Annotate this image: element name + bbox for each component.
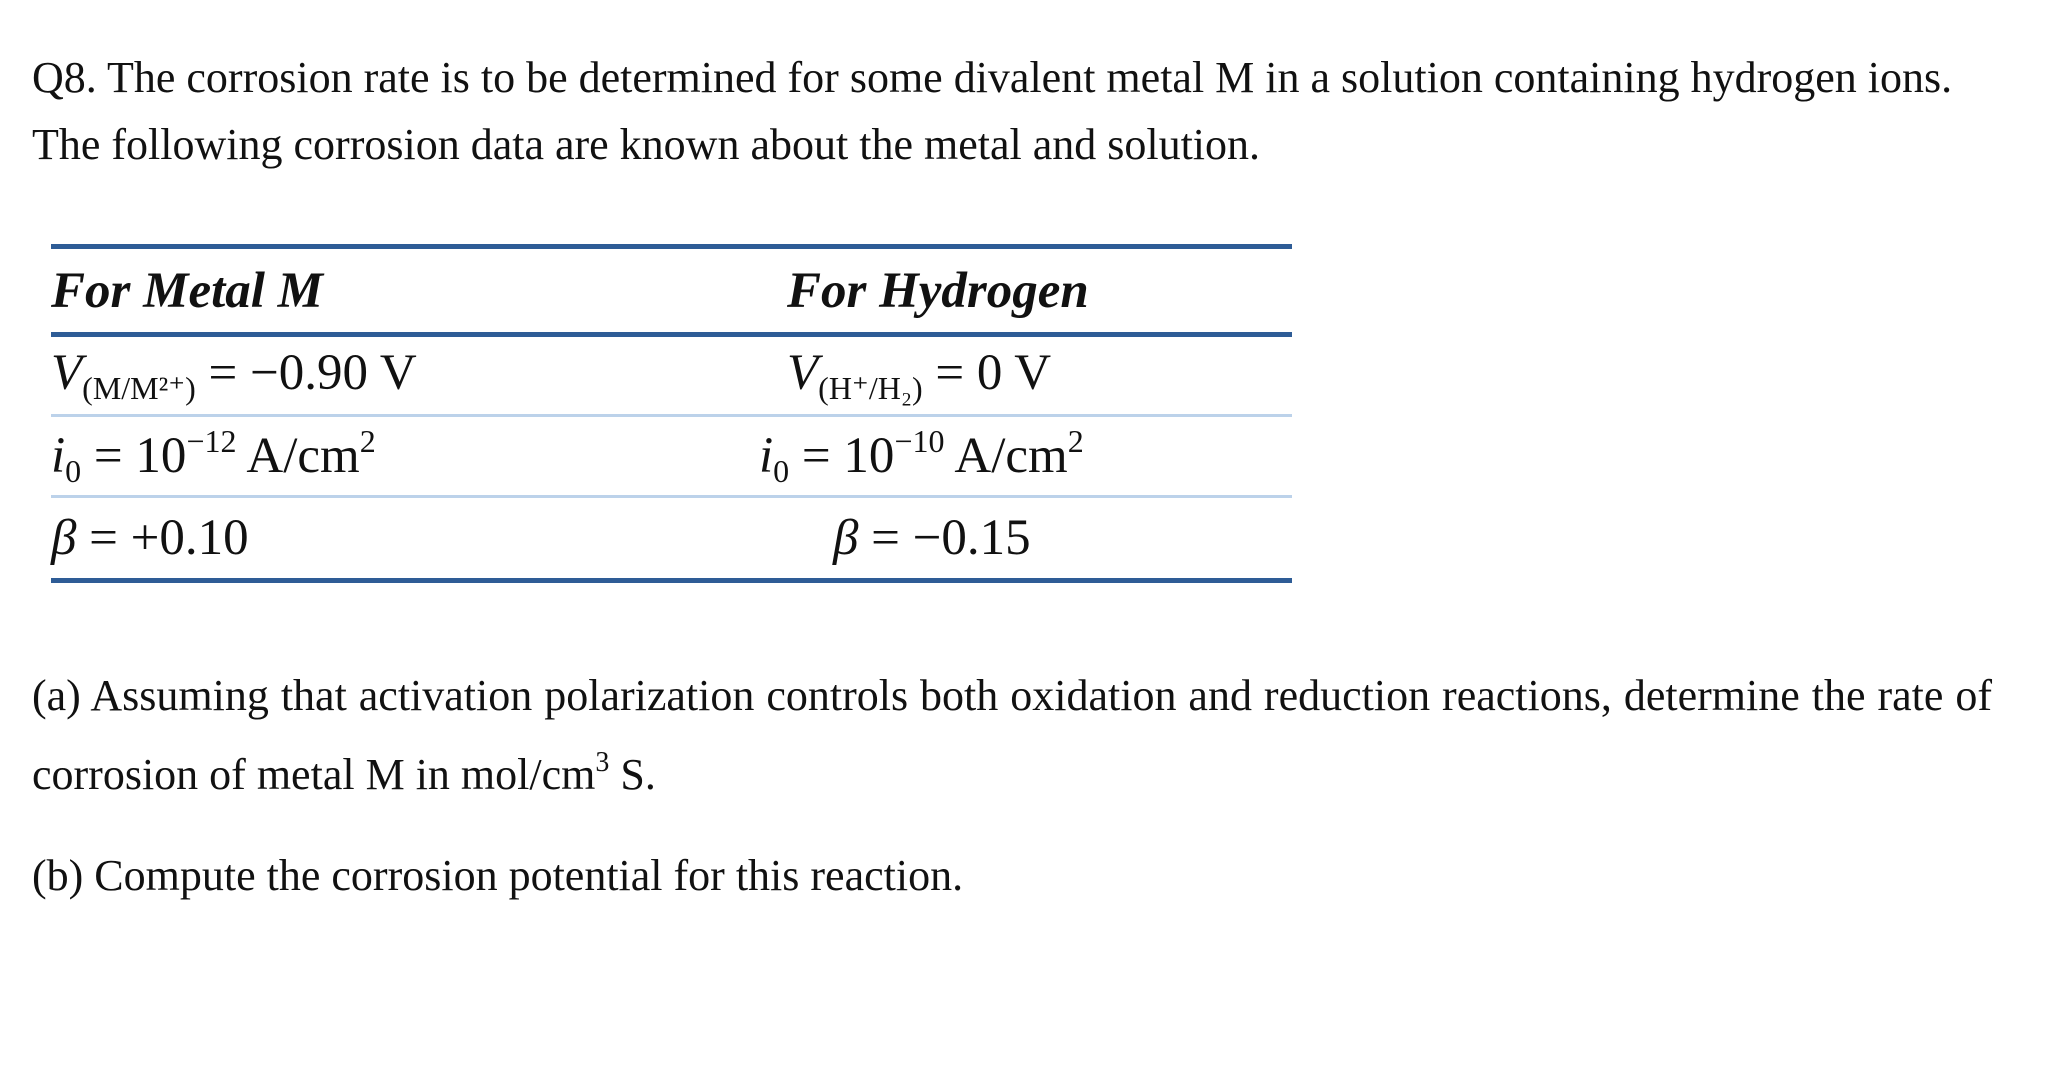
metal-current-unit-exp: 2 [359, 422, 376, 459]
hydrogen-current-unit-exp: 2 [1067, 422, 1084, 459]
hydrogen-potential-value: = 0 V [922, 345, 1052, 401]
hydrogen-beta-cell [787, 497, 1292, 581]
table-header-row [51, 247, 1292, 335]
table-row-beta [51, 497, 1292, 581]
metal-beta-symbol: β [51, 510, 77, 566]
hydrogen-beta-value: = −0.15 [858, 510, 1031, 566]
hydrogen-potential-subscript: (H⁺/H₂) [818, 370, 923, 406]
metal-current-unit: A/cm [236, 427, 360, 484]
metal-beta-cell [51, 497, 787, 581]
part-a-question [32, 662, 1992, 808]
metal-current-cell [51, 416, 790, 497]
metal-beta-value: = +0.10 [76, 510, 249, 566]
hydrogen-current-exponent: −10 [894, 422, 945, 459]
part-a-text: (a) Assuming that activation polarization controls both oxidation and reduction reactions, determine the rate of corrosion of metal M in mol/cm [32, 671, 1992, 799]
header-hydrogen: For Hydrogen [787, 262, 1089, 319]
hydrogen-potential-symbol: V [787, 345, 819, 401]
hydrogen-current-symbol: i [759, 427, 774, 484]
hydrogen-potential-cell [787, 335, 1292, 416]
metal-current-eq: = 10 [81, 427, 187, 484]
metal-current-subscript: 0 [65, 452, 82, 489]
hydrogen-current-eq: = 10 [789, 427, 895, 484]
hydrogen-current-cell [759, 416, 1264, 497]
table-row-exchange-current [51, 416, 1292, 497]
part-b-question: (b) Compute the corrosion potential for this reaction. [32, 851, 964, 900]
metal-potential-subscript: (M/M²⁺) [82, 370, 196, 406]
corrosion-data-table [51, 244, 1292, 583]
part-a-superscript: 3 [595, 747, 610, 778]
hydrogen-beta-symbol: β [833, 510, 859, 566]
metal-potential-cell [51, 335, 787, 416]
part-a-suffix: S. [609, 750, 656, 799]
header-metal: For Metal M [51, 262, 324, 319]
question-intro: Q8. The corrosion rate is to be determined for some divalent metal M in a solution containing hydrogen ions. The following corrosion data are known about the metal and solution. [32, 53, 1953, 169]
hydrogen-current-unit: A/cm [944, 427, 1068, 484]
metal-current-symbol: i [51, 427, 66, 484]
hydrogen-current-subscript: 0 [773, 452, 790, 489]
table-row-potential [51, 335, 1292, 416]
metal-current-exponent: −12 [186, 422, 237, 459]
metal-potential-symbol: V [51, 345, 83, 401]
metal-potential-value: = −0.90 V [195, 345, 417, 401]
